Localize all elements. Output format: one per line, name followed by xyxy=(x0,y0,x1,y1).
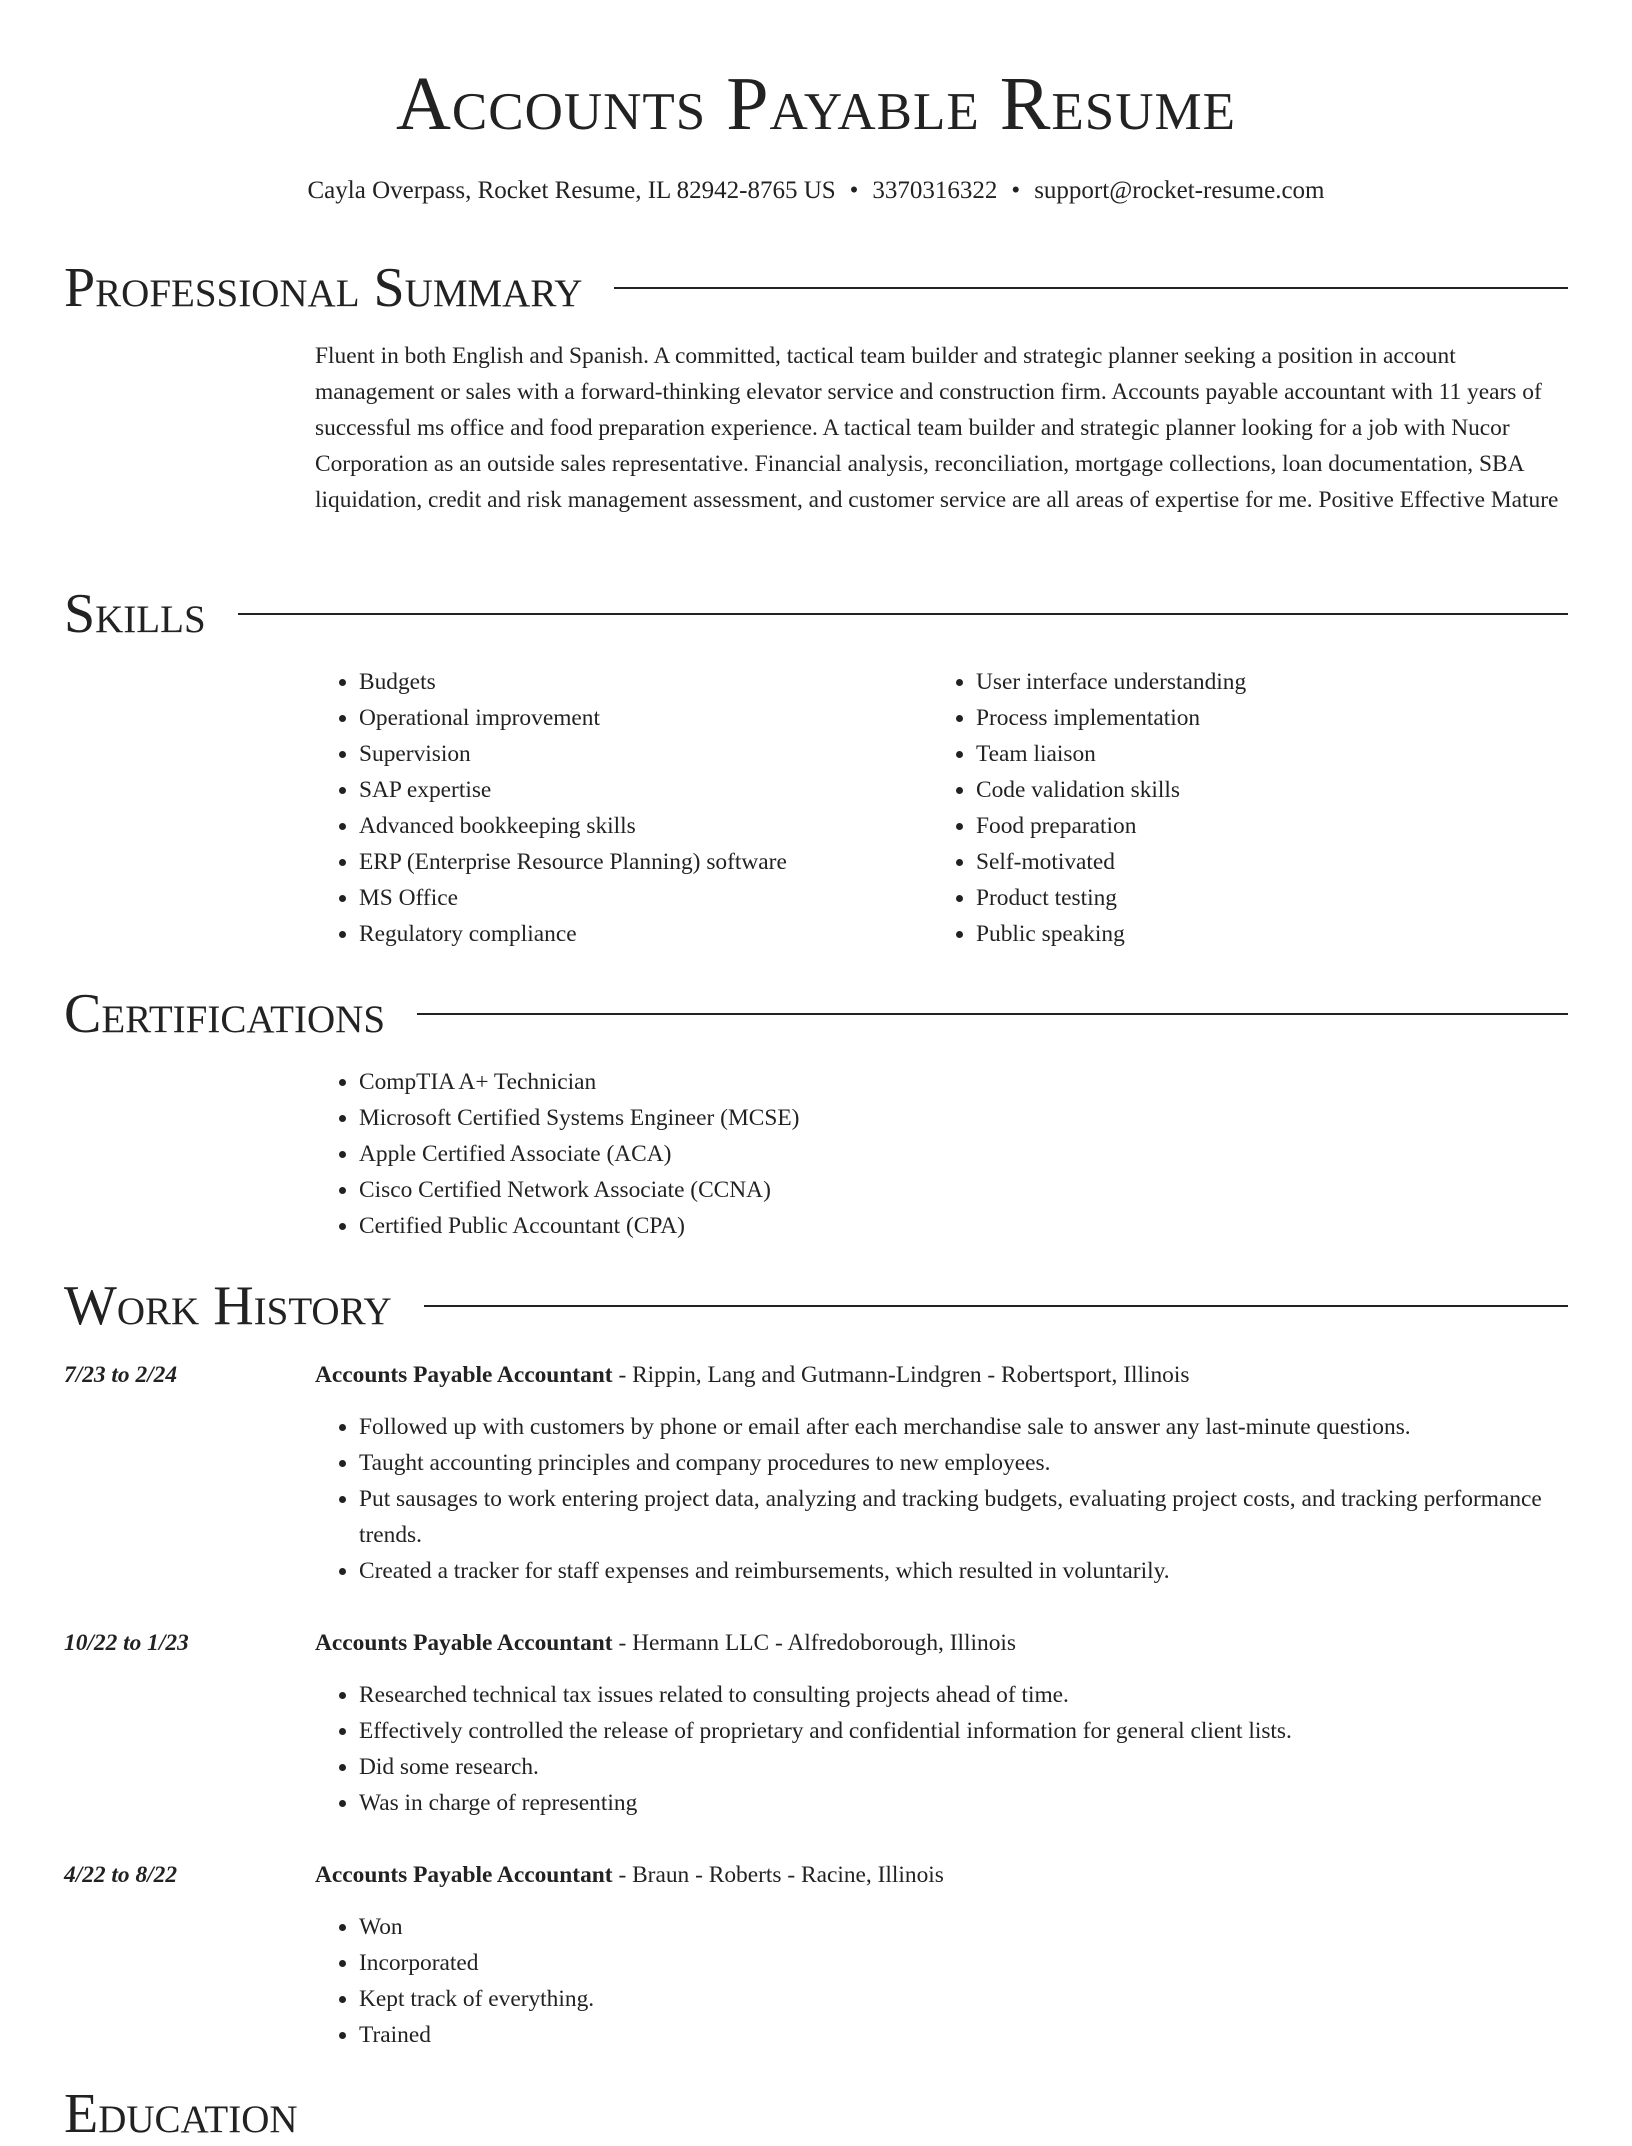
job-bullet: • Effectively controlled the release of proprietary and confidential information for general client lists. xyxy=(359,1713,1568,1749)
job-bullet: • Created a tracker for staff expenses and reimbursements, which resulted in voluntarily. xyxy=(359,1553,1568,1589)
education-section-header xyxy=(64,2082,1568,2146)
section-divider xyxy=(417,1013,1568,1015)
job-bullet: • Taught accounting principles and company procedures to new employees. xyxy=(359,1445,1568,1481)
summary-text: Fluent in both English and Spanish. A committed, tactical team builder and strategic planner seeking a position in account management or sales with a forward-thinking elevator service and construction firm. Accounts payable accountant with 11 years of successful ms office and food preparation experience. A tactical team builder and strategic planner looking for a job with Nucor Corporation as an outside sales representative. Financial analysis, reconciliation, mortgage collections, loan documentation, SBA liquidation, credit and risk management assessment, and customer service are all areas of expertise for me. Positive Effective Mature xyxy=(315,343,1559,513)
education-heading: Education xyxy=(64,2083,298,2145)
work-heading: Work History xyxy=(64,1275,392,1337)
certifications-heading: Certifications xyxy=(64,983,386,1045)
skill-item: • Advanced bookkeeping skills xyxy=(359,808,915,844)
job-role: Accounts Payable Accountant xyxy=(315,1362,613,1388)
job-bullets xyxy=(315,1677,1568,1821)
certification-item: • Cisco Certified Network Associate (CCNA) xyxy=(359,1172,1568,1208)
skill-item: • Food preparation xyxy=(976,808,1532,844)
job-bullet: • Kept track of everything. xyxy=(359,1981,1568,2017)
summary-heading: Professional Summary xyxy=(64,257,583,319)
contact-address: Cayla Overpass, Rocket Resume, IL 82942-8765 US xyxy=(307,177,836,204)
contact-separator: • xyxy=(849,177,859,204)
job-dates: 7/23 to 2/24 xyxy=(64,1362,178,1388)
job-bullets xyxy=(315,1409,1568,1589)
skill-item: • MS Office xyxy=(359,880,915,916)
job-role: Accounts Payable Accountant xyxy=(315,1630,613,1656)
job-employer: - Rippin, Lang and Gutmann-Lindgren - Robertsport, Illinois xyxy=(612,1362,1190,1388)
section-divider xyxy=(424,1305,1568,1307)
summary-section-header xyxy=(64,256,1568,320)
job-employer: - Hermann LLC - Alfredoborough, Illinois xyxy=(612,1630,1017,1656)
work-section-header xyxy=(64,1274,1568,1338)
skill-item: • Budgets xyxy=(359,664,915,700)
skills-section-header xyxy=(64,582,1568,646)
job-bullet: • Researched technical tax issues related to consulting projects ahead of time. xyxy=(359,1677,1568,1713)
certifications-section-header xyxy=(64,982,1568,1046)
skill-item: • ERP (Enterprise Resource Planning) software xyxy=(359,844,915,880)
job-heading xyxy=(315,1625,1568,1661)
contact-email: support@rocket-resume.com xyxy=(1034,177,1325,204)
job-employer: - Braun - Roberts - Racine, Illinois xyxy=(612,1862,944,1888)
skill-item: • Product testing xyxy=(976,880,1532,916)
section-divider xyxy=(614,287,1568,289)
job-bullet: • Trained xyxy=(359,2017,1568,2053)
skill-item: • Self-motivated xyxy=(976,844,1532,880)
job-dates: 10/22 to 1/23 xyxy=(64,1630,189,1656)
job-role: Accounts Payable Accountant xyxy=(315,1862,613,1888)
job-bullet: • Incorporated xyxy=(359,1945,1568,1981)
job-bullet: • Put sausages to work entering project data, analyzing and tracking budgets, evaluating project costs, and tracking performance trends. xyxy=(359,1481,1568,1553)
skill-item: • Process implementation xyxy=(976,700,1532,736)
skill-item: • User interface understanding xyxy=(976,664,1532,700)
skills-heading: Skills xyxy=(64,583,206,645)
job-bullet: • Won xyxy=(359,1909,1568,1945)
skills-list-right xyxy=(932,664,1532,952)
job-bullet: • Did some research. xyxy=(359,1749,1568,1785)
certification-item: • Microsoft Certified Systems Engineer (MCSE) xyxy=(359,1100,1568,1136)
contact-phone: 3370316322 xyxy=(872,177,998,204)
job-heading xyxy=(315,1857,1568,1893)
skill-item: • Operational improvement xyxy=(359,700,915,736)
skills-list-left xyxy=(315,664,915,952)
job-dates: 4/22 to 8/22 xyxy=(64,1862,178,1888)
resume-title: Accounts Payable Resume xyxy=(395,62,1237,146)
skill-item: • SAP expertise xyxy=(359,772,915,808)
certification-item: • Certified Public Accountant (CPA) xyxy=(359,1208,1568,1244)
skill-item: • Regulatory compliance xyxy=(359,916,915,952)
certifications-list xyxy=(315,1064,1568,1244)
contact-line xyxy=(64,174,1568,208)
skill-item: • Supervision xyxy=(359,736,915,772)
certification-item: • CompTIA A+ Technician xyxy=(359,1064,1568,1100)
skill-item: • Public speaking xyxy=(976,916,1532,952)
skill-item: • Code validation skills xyxy=(976,772,1532,808)
job-heading xyxy=(315,1357,1568,1393)
skill-item: • Team liaison xyxy=(976,736,1532,772)
job-bullets xyxy=(315,1909,1568,2053)
job-bullet: • Was in charge of representing xyxy=(359,1785,1568,1821)
contact-separator: • xyxy=(1011,177,1021,204)
certification-item: • Apple Certified Associate (ACA) xyxy=(359,1136,1568,1172)
section-divider xyxy=(238,613,1568,615)
job-bullet: • Followed up with customers by phone or email after each merchandise sale to answer any last-minute questions. xyxy=(359,1409,1568,1445)
